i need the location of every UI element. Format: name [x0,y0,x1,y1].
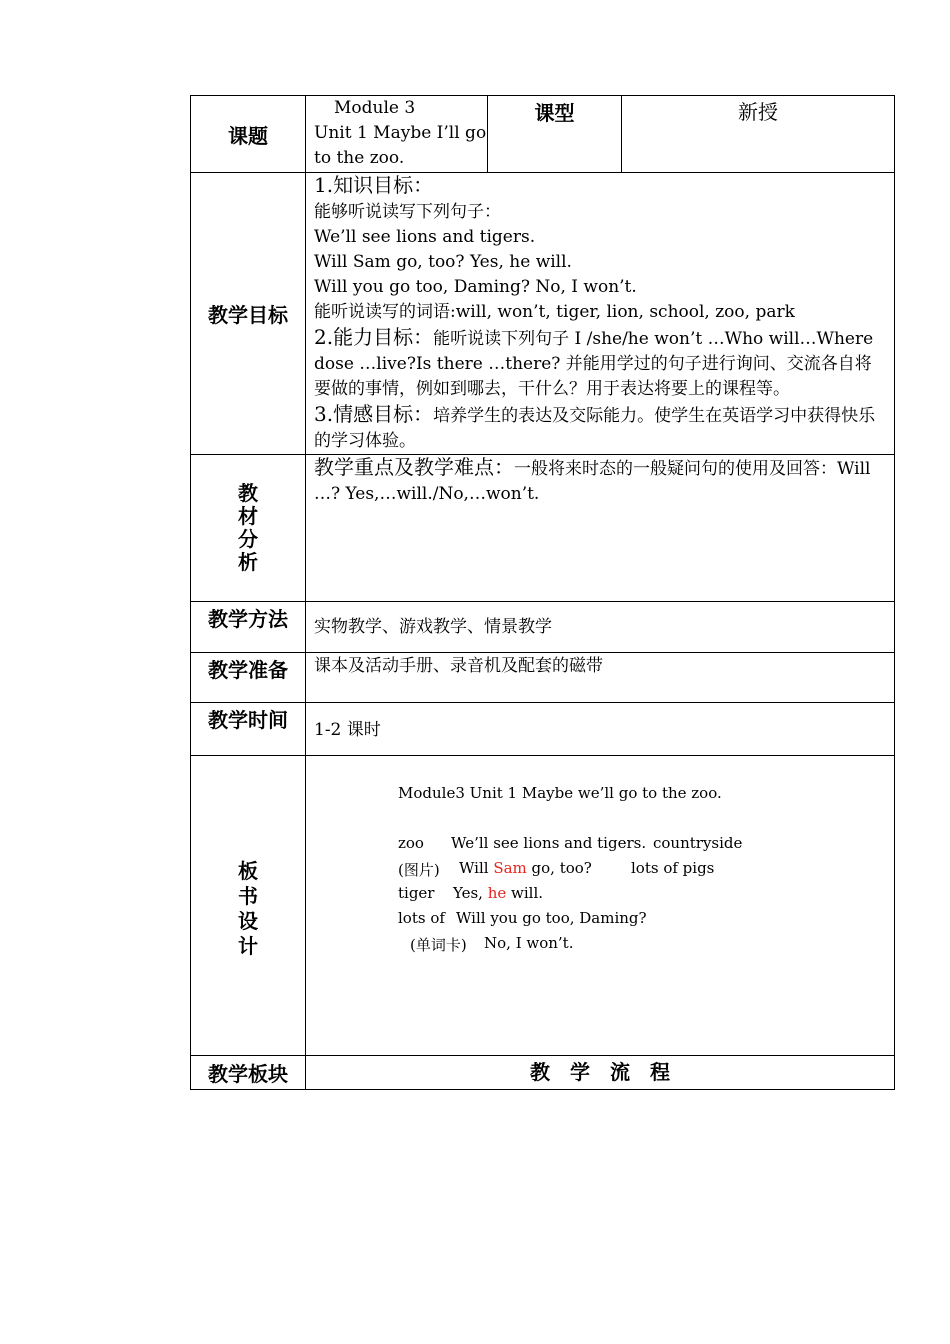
key-points-text: 一般将来时态的一般疑问句的使用及回答：Will …? Yes,…will./No,…won’t. [314,459,871,504]
board-sentence: Yes, he will. [453,884,544,902]
objectives-label: 教学目标 [208,303,288,327]
analysis-label-char: 析 [238,550,258,574]
board-left-word: tiger [398,884,435,902]
preparation-value-cell [306,653,895,703]
objectives-content-cell [306,173,895,455]
method-label: 教学方法 [208,607,288,631]
topic-row [191,96,895,173]
board-content-cell [306,756,895,1056]
flow-label-cell [191,1056,306,1090]
analysis-label-char: 分 [238,527,258,551]
knowledge-title: 1.知识目标： [314,173,434,197]
flow-label: 教学板块 [208,1062,288,1086]
time-label-cell [191,703,306,756]
topic-label-cell [191,96,306,173]
board-label [191,853,305,959]
analysis-row [191,455,895,602]
time-row [191,703,895,756]
lesson-type-value: 新授 [738,100,778,124]
blackboard-design [306,756,894,1054]
board-right-word: countryside [653,834,743,852]
board-left-word: lots of [398,909,445,927]
board-sentence: Will Sam go, too? [459,859,592,877]
board-left-word: (单词卡) [410,936,467,954]
board-title: Module3 Unit 1 Maybe we’ll go to the zoo. [398,784,722,802]
analysis-label-char: 材 [238,504,258,528]
board-label-char: 书 [238,883,258,908]
method-value: 实物教学、游戏教学、情景教学 [314,617,552,637]
objectives-row [191,173,895,455]
flow-title: 教 学 流 程 [530,1060,670,1084]
objective-sentence-2: Will Sam go, too? Yes, he will. [314,252,572,272]
topic-label: 课题 [228,123,268,148]
knowledge-intro: 能够听说读写下列句子： [314,202,501,222]
analysis-content-cell [306,455,895,602]
topic-value-cell [306,96,488,173]
objectives-label-cell [191,173,306,455]
objective-vocab: 能听说读写的词语:will, won’t, tiger, lion, school, zoo, park [314,302,795,322]
preparation-label: 教学准备 [208,658,288,682]
board-right-word: lots of pigs [631,859,715,877]
board-sentence: Will you go too, Daming? [456,909,647,927]
lesson-plan-table [190,95,895,1090]
board-label-char: 板 [238,858,258,883]
emotion-title: 3.情感目标： [314,402,434,426]
lesson-type-label: 课型 [534,101,575,125]
topic-line-2: Unit 1 Maybe I’ll go [314,123,487,143]
method-row [191,602,895,653]
preparation-value: 课本及活动手册、录音机及配套的磁带 [314,656,603,676]
flow-title-cell [306,1056,895,1090]
flow-row [191,1056,895,1090]
board-label-char: 计 [238,933,258,958]
time-label: 教学时间 [208,708,288,732]
time-value: 1-2 课时 [314,720,381,740]
preparation-label-cell [191,653,306,703]
board-highlight: he [487,884,507,902]
lesson-type-value-cell [622,96,895,173]
analysis-label [191,482,305,574]
board-sentence: We’ll see lions and tigers. [451,834,647,852]
analysis-label-cell [191,455,306,602]
objective-sentence-1: We’ll see lions and tigers. [314,227,536,247]
lesson-type-label-cell [488,96,622,173]
topic-line-1: Module 3 [334,98,416,118]
objective-sentence-3: Will you go too, Daming? No, I won’t. [314,277,637,297]
topic-line-3: to the zoo. [314,148,405,168]
board-highlight: Sam [493,859,527,877]
key-points-title: 教学重点及教学难点： [314,455,514,479]
board-left-word: (图片) [398,861,440,879]
emotion-text: 培养学生的表达及交际能力。使学生在英语学习中获得快乐的学习体验。 [314,406,876,451]
ability-text: 能听说读下列句子 I /she/he won’t …Who will…Where dose …live?Is there …there? 并能用学过的句子进行询问、交流各自将要做的事情，例如到哪去，干什么？用于表达将要上的课程等。 [314,329,874,399]
preparation-row [191,653,895,703]
board-sentence: No, I won’t. [484,934,574,952]
method-label-cell [191,602,306,653]
board-row [191,756,895,1056]
ability-title: 2.能力目标： [314,325,434,349]
method-value-cell [306,602,895,653]
board-label-cell [191,756,306,1056]
time-value-cell [306,703,895,756]
board-label-char: 设 [238,908,258,933]
analysis-label-char: 教 [238,481,258,505]
board-left-word: zoo [398,834,424,852]
